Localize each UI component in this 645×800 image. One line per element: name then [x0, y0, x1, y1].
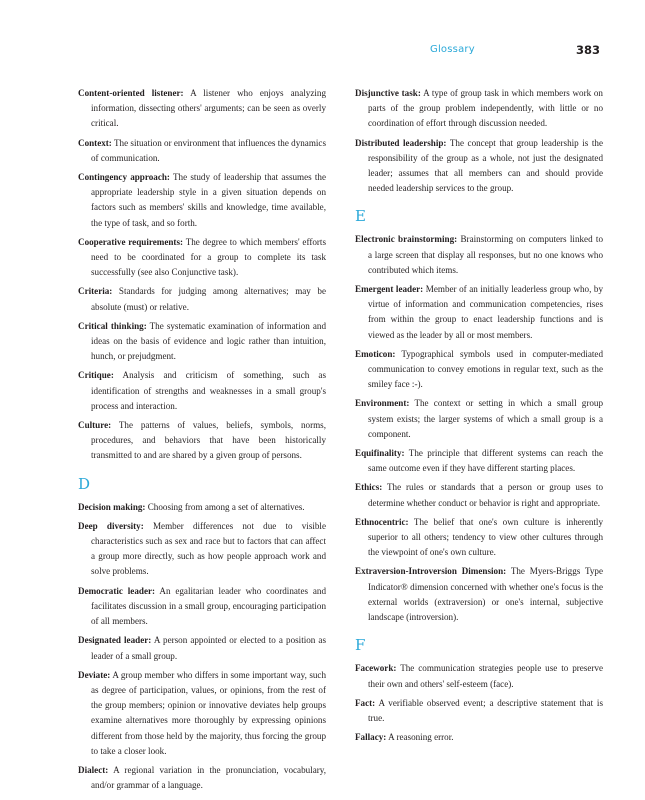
glossary-entry [78, 500, 326, 515]
glossary-term: Context: [78, 137, 112, 148]
glossary-definition: The study of leadership that assumes the appropriate leadership style in a given situation depends on factors such as members' skills and knowledge, time available, the type of task, and so forth. [91, 172, 326, 228]
glossary-definition: The patterns of values, beliefs, symbols, norms, procedures, and behaviors that have been historically transmitted to and are shared by a given group of persons. [91, 420, 326, 461]
glossary-term: Ethics: [355, 482, 383, 493]
glossary-term: Disjunctive task: [355, 88, 421, 98]
glossary-entry [78, 763, 326, 793]
glossary-definition: A group member who differs in some important way, such as degree of participation, values, or opinions, from the rest of the group members; opinion or innovative deviates help groups examine alternatives more thoroughly by expressing opinions different from those held by the majority, thus forcing the group to take a closer look. [91, 669, 326, 756]
glossary-term: Emoticon: [355, 348, 396, 359]
glossary-definition: The situation or environment that influences the dynamics of communication. [91, 137, 326, 163]
glossary-definition: A type of group task in which members work on parts of the group problem independently, with little or no coordination of effort through discussion needed. [368, 88, 603, 129]
glossary-term: Decision making: [78, 501, 146, 512]
glossary-left-column [78, 86, 326, 797]
glossary-entry [355, 282, 603, 343]
glossary-definition: The systematic examination of information and ideas on the basis of evidence and logic rather than intuition, hunch, or prejudgment. [91, 320, 326, 362]
glossary-entry [78, 136, 326, 166]
glossary-definition: The Myers-Briggs Type Indicator® dimension concerned with whether one's focus is the external worlds (extraversion) or one's internal, subjective landscape (introversion). [368, 566, 603, 623]
glossary-entry [355, 564, 603, 625]
glossary-definition: Standards for judging among alternatives; may be absolute (must) or relative. [91, 286, 327, 312]
glossary-definition: A person appointed or elected to a position as leader of a small group. [91, 635, 326, 661]
glossary-term: Ethnocentric: [355, 516, 409, 527]
glossary-term: Contingency approach: [78, 172, 170, 183]
glossary-term: Fallacy: [355, 732, 387, 743]
glossary-definition: The degree to which members' efforts need to be coordinated for a group to complete its task successfully (see also Conjunctive task). [91, 236, 326, 278]
glossary-term: Distributed leadership: [355, 137, 447, 148]
glossary-definition: A regional variation in the pronunciation, vocabulary, and/or grammar of a language. [91, 764, 326, 791]
glossary-entry [78, 584, 326, 630]
glossary-term: Extraversion-Introversion Dimension: [355, 566, 507, 577]
glossary-term: Designated leader: [78, 635, 152, 646]
glossary-definition: Member differences not due to visible characteristics such as sex and race but to factors that can affect a group more directly, such as how people approach work and solve problems. [91, 520, 326, 577]
glossary-entry [355, 347, 603, 393]
glossary-term: Environment: [355, 398, 410, 409]
glossary-definition: The belief that one's own culture is inherently superior to all others; tendency to view other cultures through the viewpoint of one's own culture. [368, 516, 604, 558]
glossary-definition: A listener who enjoys analyzing information, dissecting others' arguments; can be seen as overly critical. [91, 88, 326, 129]
glossary-term: Democratic leader: [78, 585, 156, 596]
glossary-term: Content-oriented listener: [78, 88, 184, 98]
glossary-term: Culture: [78, 420, 112, 431]
page-header [0, 44, 645, 60]
glossary-definition: The rules or standards that a person or group uses to determine whether conduct or behavior is right and appropriate. [368, 482, 603, 508]
glossary-term: Emergent leader: [355, 284, 424, 295]
glossary-entry [355, 696, 603, 726]
glossary-entry [355, 86, 603, 132]
glossary-entry [78, 633, 326, 663]
glossary-term: Critique: [78, 370, 114, 381]
glossary-term: Fact: [355, 697, 376, 708]
glossary-definition: The concept that group leadership is the responsibility of the group as a whole, not just the designated leader; assumes that all members can and should provide needed leadership services to the group. [368, 137, 603, 194]
glossary-entry [355, 480, 603, 510]
glossary-entry [78, 284, 326, 314]
glossary-term: Equifinality: [355, 448, 405, 459]
glossary-entry [78, 418, 326, 464]
section-title: Glossary [430, 44, 475, 55]
glossary-definition: The principle that different systems can reach the same outcome even if they have different starting places. [368, 448, 603, 474]
glossary-definition: Choosing from among a set of alternatives. [147, 501, 305, 512]
glossary-entry [78, 668, 326, 759]
glossary-term: Electronic brainstorming: [355, 234, 458, 245]
glossary-term: Dialect: [78, 764, 109, 775]
glossary-term: Deep diversity: [78, 520, 144, 531]
page-number: 383 [576, 43, 601, 57]
glossary-entry [355, 396, 603, 442]
glossary-entry [355, 730, 603, 745]
glossary-term: Cooperative requirements: [78, 236, 184, 247]
glossary-term: Criteria: [78, 286, 113, 297]
glossary-definition: An egalitarian leader who coordinates and facilitates discussion in a small group, encouraging participation of all members. [91, 585, 326, 627]
glossary-definition: Typographical symbols used in computer-mediated communication to convey emotions in regular text, such as the smiley face :-). [368, 348, 604, 390]
glossary-entry [78, 368, 326, 414]
glossary-definition: A verifiable observed event; a descriptive statement that is true. [368, 697, 603, 723]
glossary-entry [78, 170, 326, 231]
glossary-entry [78, 519, 326, 580]
glossary-entry [355, 515, 603, 561]
glossary-definition: The context or setting in which a small group system exists; the larger systems of which a small group is a component. [368, 398, 604, 439]
section-letter: F [355, 636, 366, 655]
glossary-definition: Member of an initially leaderless group who, by virtue of information and communication competencies, rises from within the group to enact leadership functions and is viewed as the leader by all or most members. [368, 284, 603, 340]
glossary-entry [78, 319, 326, 365]
glossary-definition: Analysis and criticism of something, such as identification of strengths and weaknesses in a small group's process and interaction. [91, 370, 326, 411]
glossary-entry [355, 446, 603, 476]
glossary-entry [78, 86, 326, 132]
section-letter: D [78, 474, 91, 493]
glossary-term: Deviate: [78, 669, 111, 680]
glossary-definition: Brainstorming on computers linked to a large screen that display all responses, but no one knows who contributed which items. [368, 234, 603, 275]
glossary-definition: A reasoning error. [388, 732, 454, 743]
section-letter: E [355, 207, 366, 226]
glossary-term: Critical thinking: [78, 320, 147, 331]
glossary-entry [78, 235, 326, 281]
glossary-definition: The communication strategies people use to preserve their own and others' self-esteem (face). [368, 663, 603, 689]
glossary-entry [355, 232, 603, 278]
glossary-term: Facework: [355, 663, 397, 674]
glossary-right-column [355, 86, 603, 749]
glossary-entry [355, 661, 603, 691]
glossary-entry [355, 136, 603, 197]
